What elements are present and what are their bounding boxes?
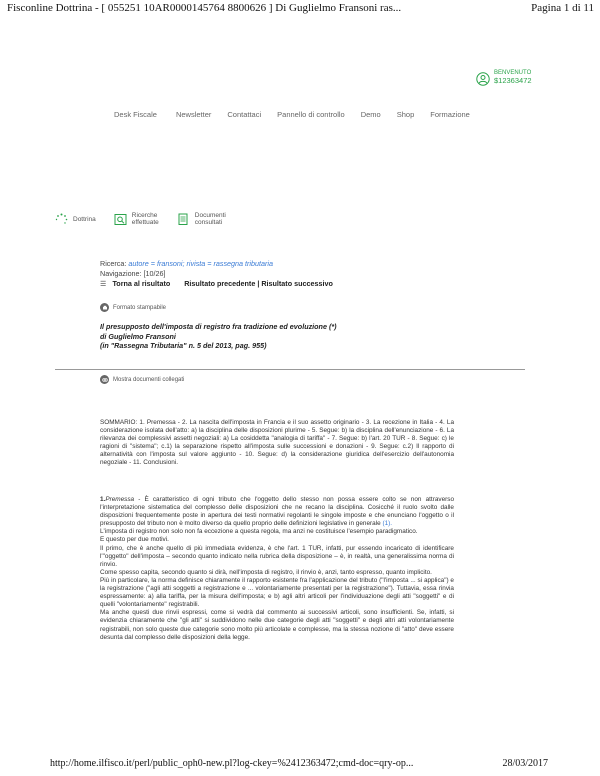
documents-icon (177, 213, 190, 226)
paragraph-5: Come spesso capita, secondo quanto si dirà, nell'imposta di registro, il rinvio è, anzi, tanto espresso, quanto implicito. (100, 568, 432, 576)
nav-desk-fiscale[interactable]: Desk Fiscale (114, 110, 157, 119)
user-icon (476, 72, 490, 86)
print-footer-date: 28/03/2017 (502, 758, 548, 769)
top-nav (114, 110, 470, 119)
list-icon: ☰ (100, 279, 107, 288)
summary: SOMMARIO: 1. Premessa - 2. La nascita dell'imposta in Francia e il suo assetto originario - 3. La recezione in Italia - 4. La considerazione isolata dell'atto: a) la disciplina delle disposizioni plurime - 5. Segue: b) la disciplina dell'enunciazione - 6. La rilevanza dei complessivi assetti negoziali: a) La cosiddetta "analogia di tariffa" - 7. Segue: b) l'art. 20 TUR - 8. Segue: c) le ragioni di "sistema"; c.1) la separazione rispetto all'imposta sulle successioni e donazioni - 9. Segue: c.2) Il rapporto di alternatività con l'imposta sul valore aggiunto - 10. Segue: d) la considerazione giuridica dell'esercizio dell'autonomia negoziale - 11. Conclusioni. (100, 419, 454, 467)
navigation-label: Navigazione: [10/26] (100, 269, 166, 278)
divider (55, 369, 525, 370)
nav-demo[interactable]: Demo (360, 110, 381, 119)
tools-bar (55, 212, 226, 226)
prev-next-results-link[interactable]: Risultato precedente | Risultato successivo (184, 279, 333, 288)
article-source: (in "Rassegna Tributaria" n. 5 del 2013, pag. 955) (100, 341, 267, 350)
linked-docs-label: Mostra documenti collegati (113, 376, 185, 383)
nav-contattaci[interactable]: Contattaci (227, 110, 262, 119)
section-title: Premessa (105, 496, 135, 503)
print-footer-url: http://home.ilfisco.it/perl/public_oph0-new.pl?log-ckey=%2412363472;cmd-doc=qry-op... (50, 758, 414, 769)
show-linked-documents[interactable] (100, 375, 184, 384)
user-id: $12363472 (494, 76, 532, 85)
tool-documenti[interactable] (177, 212, 226, 226)
search-label: Ricerca: (100, 259, 127, 268)
article-author: di Guglielmo Fransoni (100, 331, 176, 341)
print-icon (100, 303, 109, 312)
search-breadcrumb (100, 259, 333, 289)
search-history-icon (114, 213, 127, 226)
paragraph-6: Più in particolare, la norma definisce chiaramente il rapporto esistente fra l'applicazione del tributo ("l'imposta ... si applica") e la registrazione ("agli atti soggetti a registrazione e ... volontariamente presentati per la registrazione"). Tuttavia, essa rinvia espressamente: a) alla tariffa, per la misura dell'imposta; e b) agli altri articoli per l'individuazione degli atti "soggetti" e di quelli "volontariamente" registrabili. (100, 576, 454, 609)
tool-dottrina-label: Dottrina (73, 215, 96, 223)
article-body (100, 496, 454, 642)
section-number: 1. (100, 496, 106, 503)
back-to-results-link[interactable]: Torna al risultato (112, 279, 171, 288)
nav-newsletter[interactable]: Newsletter (175, 110, 212, 119)
link-icon (100, 375, 109, 384)
tool-documenti-label-2: consultati (194, 219, 223, 226)
print-header-page: Pagina 1 di 11 (531, 2, 594, 14)
paragraph-2: L'imposta di registro non solo non fa eccezione a questa regola, ma anzi ne costituisce l'esempio paradigmatico. (100, 528, 418, 536)
tool-ricerche-label-2: effettuate (131, 219, 159, 226)
article-heading (100, 322, 460, 351)
loading-icon (55, 213, 68, 226)
paragraph-3: E questo per due motivi. (100, 536, 169, 544)
paragraph-4: Il primo, che è anche quello di più immediata evidenza, è che l'art. 1 TUR, infatti, pur essendo incaricato di identificare l'"oggetto" dell'imposta – secondo quanto indicato nella rubrica della disposizione – è, in realtà, una generalissima norma di rinvio. (100, 544, 454, 568)
nav-shop[interactable]: Shop (396, 110, 415, 119)
paragraph-7: Ma anche questi due rinvii espressi, come si vedrà dal commento ai successivi articoli, sono insufficienti. Se, infatti, si evidenzia chiaramente che "gli atti" si suddividono nelle due categorie degli atti "soggetti" e degli altri atti volontariamente registrabili, non solo queste due categorie sono molto più articolate e complesse, ma la stessa nozione di "atto" deve essere desunta dal complesso delle disposizioni della legge. (100, 609, 454, 641)
nav-formazione[interactable]: Formazione (430, 110, 470, 119)
tool-ricerche[interactable] (114, 212, 159, 226)
paragraph-1: - È caratteristico di ogni tributo che l'oggetto dello stesso non possa essere colto se non attraverso l'interpretazione sistematica del complesso delle disposizioni che ne recano la disciplina. Cosicché il ruolo svolto dalle disposizioni frequentemente poste in apertura dei testi normativi regolanti le singole imposte e che enunciano l'oggetto o il presupposto del tributo non è molto diverso da quello proprio delle definizioni legislative in generale (100, 496, 454, 528)
tool-ricerche-label-1: Ricerche (131, 212, 158, 219)
welcome-box[interactable] (476, 70, 532, 86)
print-header-title: Fisconline Dottrina - [ 055251 10AR0000145764 8800626 ] Di Guglielmo Fransoni ras... (7, 2, 402, 14)
footnote-link-1[interactable]: (1). (382, 520, 393, 528)
tool-dottrina[interactable] (55, 212, 96, 226)
tool-documenti-label-1: Documenti (194, 212, 226, 219)
article-title: Il presupposto dell'imposta di registro fra tradizione ed evoluzione (*) (100, 322, 337, 331)
welcome-label: BENVENUTO (494, 70, 532, 76)
nav-pannello[interactable]: Pannello di controllo (277, 110, 345, 119)
search-query-link[interactable]: autore = fransoni; rivista = rassegna tributaria (128, 259, 273, 268)
printable-format[interactable] (100, 303, 166, 312)
printable-label: Formato stampabile (113, 304, 167, 311)
